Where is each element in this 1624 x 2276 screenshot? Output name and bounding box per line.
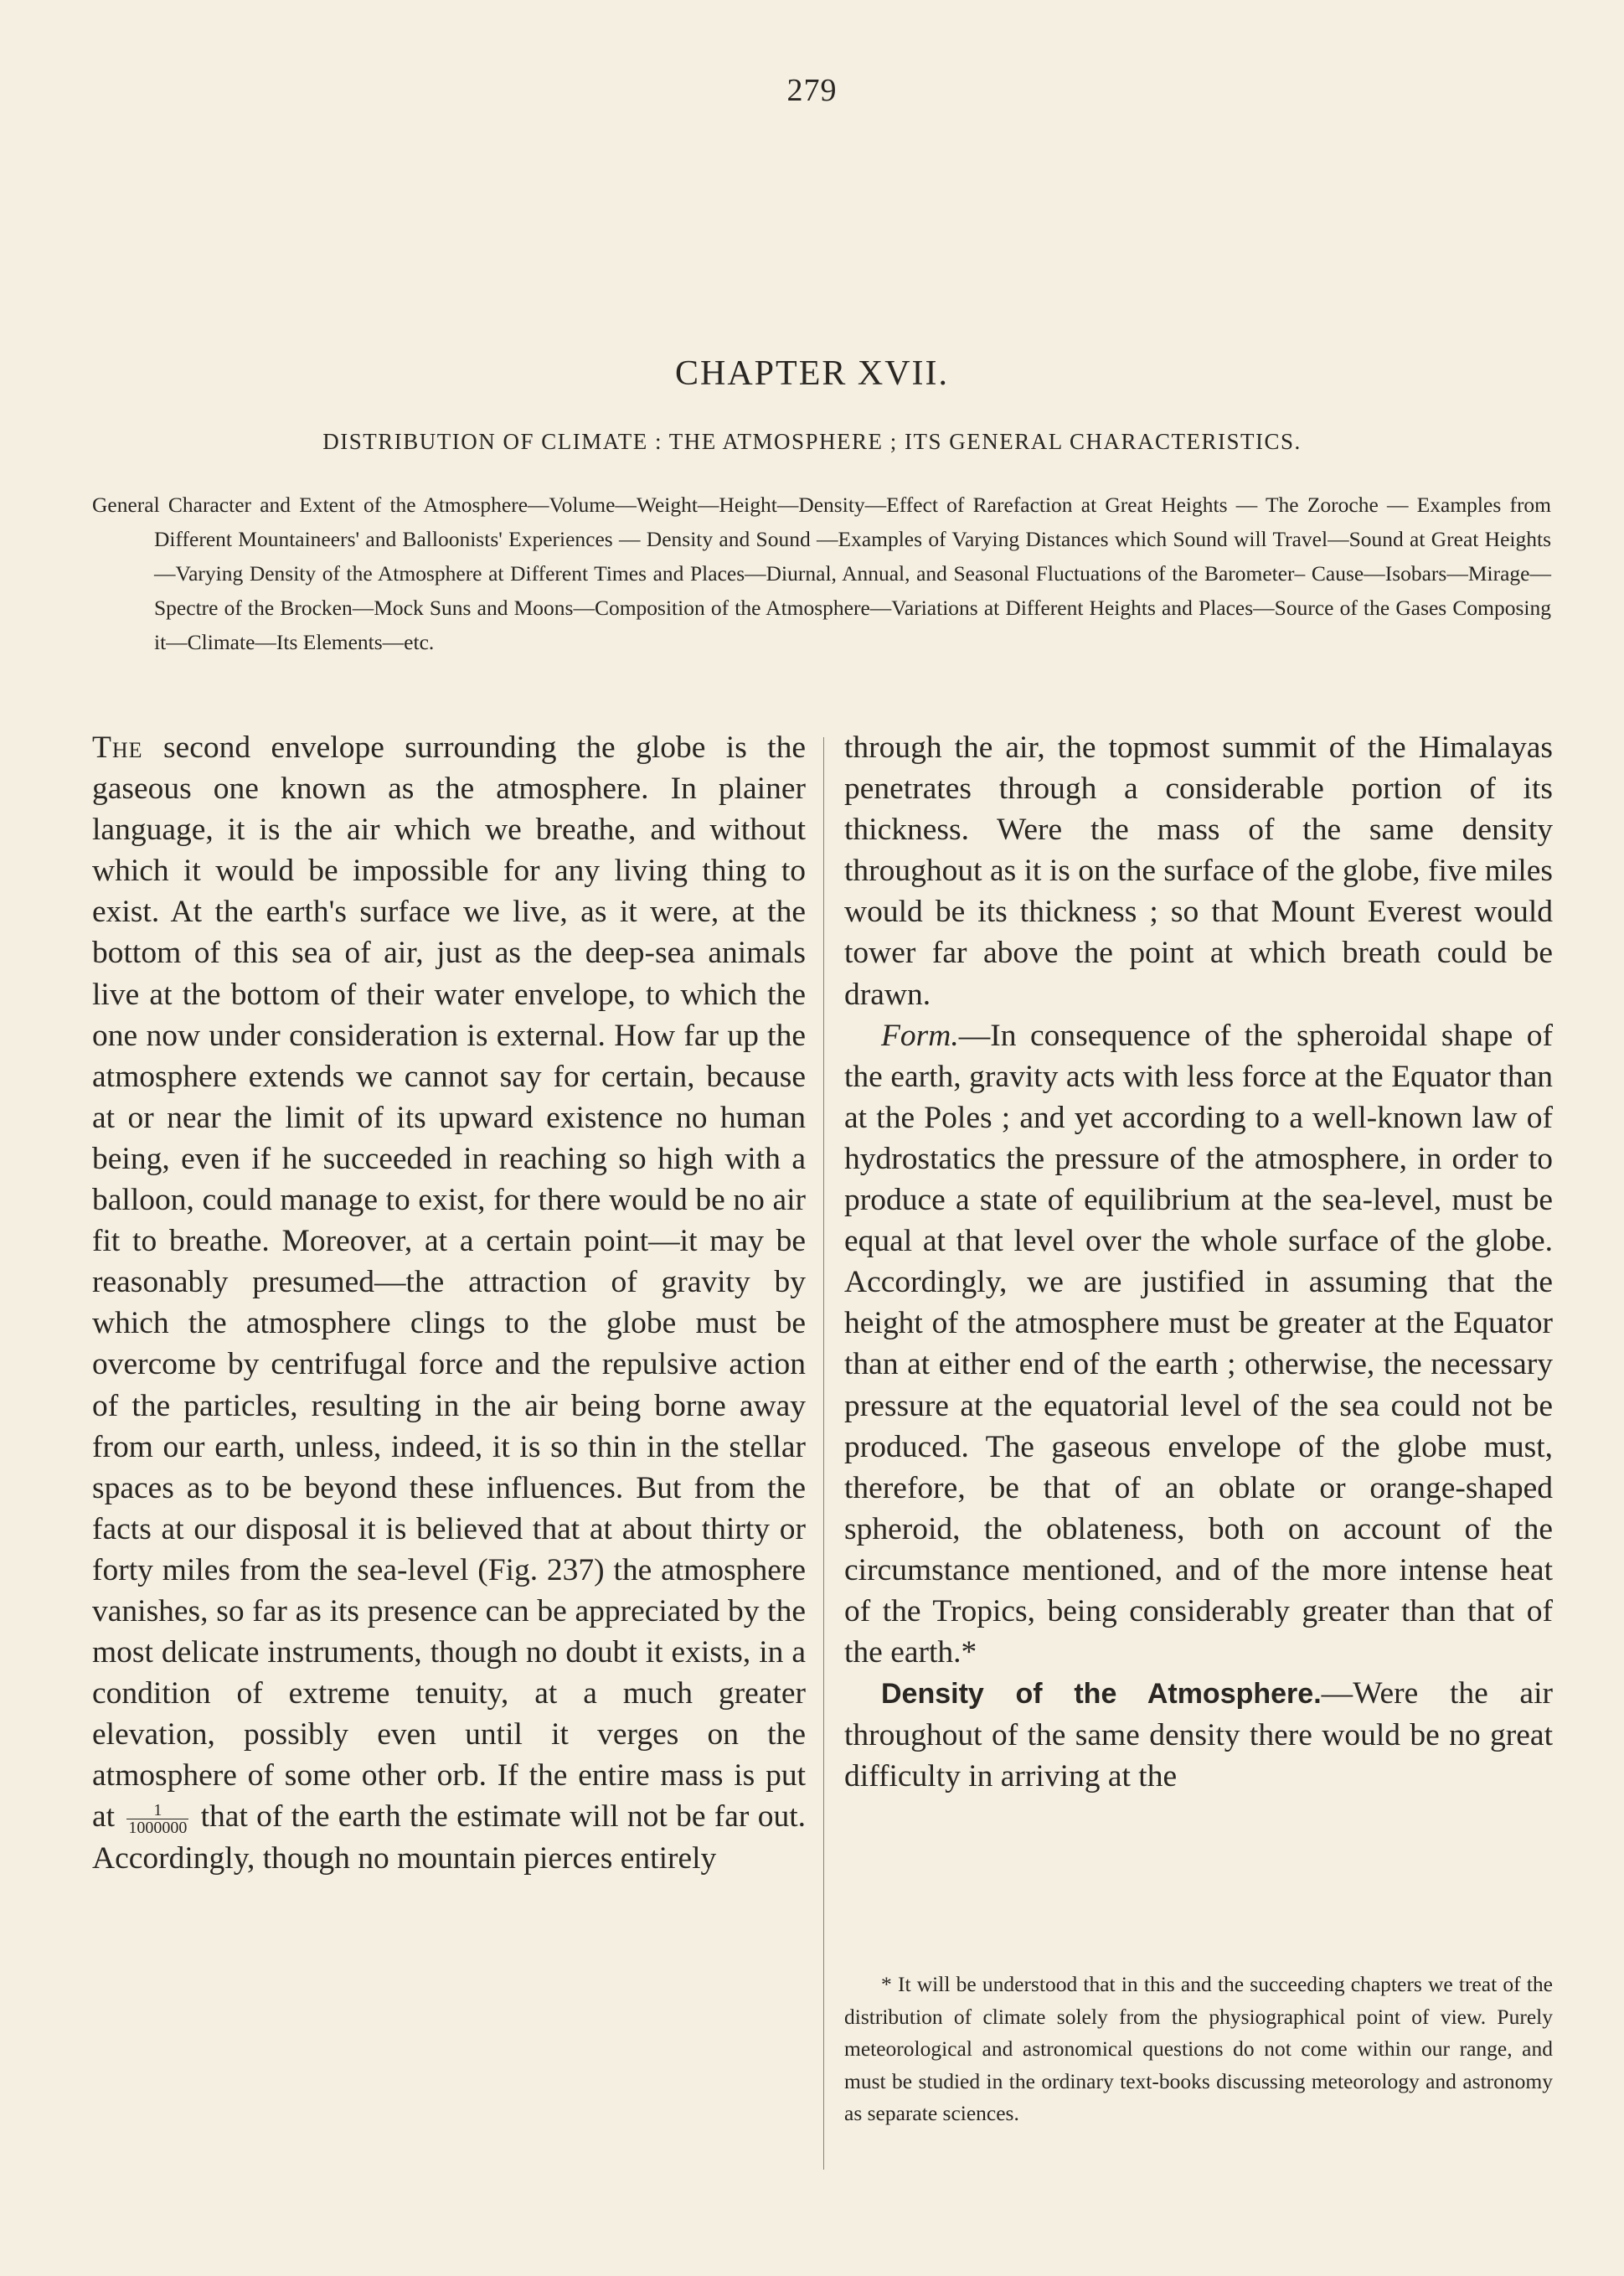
right-paragraph-density [844,1673,1553,1797]
column-divider [823,737,824,2170]
left-paragraph [92,727,806,1879]
form-text: —In consequence of the spheroidal shape of the earth, gravity acts with less force at the Equator than at the Poles ; and yet according to a well-known law of hydrostatics the pressure of the atmosphere, in order to produce a state of equilibrium at the sea-level, must be equal at that level over the whole surface of the globe. Accordingly, we are justified in assuming that the height of the atmosphere must be greater at the Equator than at either end of the earth ; otherwise, the necessary pressure at the equatorial level of the sea could not be produced. The gaseous envelope of the globe must, therefore, be that of an oblate or orange-shaped spheroid, the oblateness, both on account of the circumstance mentioned, and of the more intense heat of the Tropics, being considerably greater than that of the earth.* [844,1018,1553,1670]
right-paragraph-1: through the air, the topmost summit of the Himalayas penetrates through a considerable portion of its thickness. Were the mass of the same density throughout as it is on the surface of the globe, five miles would be its thickness ; so that Mount Everest would tower far above the point at which breath could be drawn. [844,730,1553,1012]
summary-text: Character and Extent of the Atmosphere—Volume—Weight—Height—Density—Effect of Rarefaction at Great Heights — The Zoroche — Examples from Different Mountaineers' and Balloonists' Experiences — Density and Sound —Examples of Varying Distances which Sound will Travel—Sound at Great Heights—Varying Density of the Atmosphere at Different Times and Places—Diurnal, Annual, and Seasonal Fluctuations of the Barometer– Cause—Isobars—Mirage—Spectre of the Brocken—Mock Suns and Moons—Composition of the Atmosphere—Variations at Different Heights and Places—Source of the Gases Composing it—Climate—Its Elements—etc. [154,493,1552,654]
density-heading: Density of the Atmosphere. [881,1678,1322,1711]
form-heading: Form. [881,1018,959,1053]
right-paragraph-form [844,1015,1553,1674]
chapter-subtitle: DISTRIBUTION OF CLIMATE : THE ATMOSPHERE ; ITS GENERAL CHARACTERISTICS. [322,429,1302,454]
fraction [126,1802,188,1836]
density-text: —Were the air throughout of the same density there would be no great difficulty in arriving at the [844,1676,1553,1794]
fraction-numerator: 1 [126,1802,188,1819]
left-text-before-fraction: second envelope surrounding the globe is the gaseous one known as the atmosphere. In plainer language, it is the air which we breathe, and without which it would be impossible for any living thing to exist. At the earth's surface we live, as it were, at the bottom of this sea of air, just as the deep-sea animals live at the bottom of their water envelope, to which the one now under consideration is external. How far up the atmosphere extends we cannot say for certain, because at or near the limit of its upward existence no human being, even if he succeeded in reaching so high with a balloon, could manage to exist, for there would be no air fit to breathe. Moreover, at a certain point—it may be reasonably presumed—the attraction of gravity by which the atmosphere clings to the globe must be overcome by centrifugal force and the repulsive action of the particles, resulting in the air being borne away from our earth, unless, indeed, it is so thin in the stellar spaces as to be beyond these influences. But from the facts at our disposal it is believed that at about thirty or forty miles from the sea-level (Fig. 237) the atmosphere vanishes, so far as its presence can be appreciated by the most delicate instruments, though no doubt it exists, in a condition of extreme tenuity, at a much greater elevation, possibly even until it verges on the atmosphere of some other orb. If the entire mass is put at [92,730,806,1835]
lead-word: The [92,730,143,765]
left-text-after-fraction: that of the earth the estimate will not be far out. Accordingly, though no mountain pierces entirely [92,1799,806,1876]
left-column [92,727,806,1879]
footnote-text: * It will be understood that in this and the succeeding chapters we treat of the distribution of climate solely from the physiographical point of view. Purely meteorological and astronomical questions do not come within our range, and must be studied in the ordinary text-books discussing meteorology and astronomy as separate sciences. [844,1972,1553,2126]
footnote [844,1969,1553,2130]
summary-first-word: General [92,493,160,517]
chapter-summary [92,488,1551,659]
page-number: 279 [786,73,838,108]
right-column [844,727,1553,1797]
fraction-denominator: 1000000 [128,1819,188,1838]
chapter-title: CHAPTER XVII. [675,354,949,393]
